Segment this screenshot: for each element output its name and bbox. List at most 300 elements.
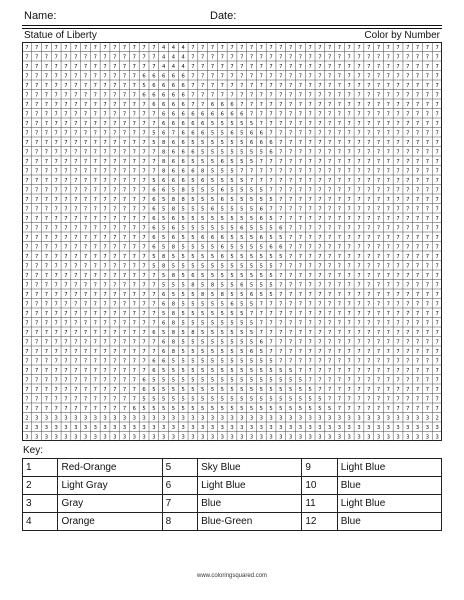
grid-cell-number: 7	[34, 367, 39, 374]
grid-cell-number: 5	[259, 263, 263, 270]
grid-cell-number: 7	[415, 82, 420, 89]
grid-cell-number: 5	[201, 310, 205, 317]
grid-cell-number: 5	[181, 272, 185, 279]
grid-cell-number: 5	[230, 187, 234, 194]
grid-cell-number: 7	[25, 168, 29, 175]
grid-cell-number: 7	[415, 139, 420, 146]
grid-cell-number: 7	[396, 263, 400, 270]
grid-cell-number: 7	[328, 63, 332, 70]
grid-cell-number: 7	[435, 358, 439, 365]
grid-cell-number: 7	[386, 405, 390, 412]
grid-cell-number: 7	[54, 92, 58, 99]
grid-cell-number: 7	[34, 358, 39, 365]
grid-cell-number: 5	[298, 405, 303, 412]
grid-cell-number: 5	[230, 405, 234, 412]
grid-cell-number: 7	[54, 82, 58, 89]
grid-cell-number: 7	[113, 158, 117, 165]
grid-cell-number: 5	[269, 225, 273, 232]
grid-cell-number: 6	[181, 120, 185, 127]
grid-cell-number: 7	[386, 196, 390, 203]
grid-cell-number: 3	[328, 424, 332, 431]
grid-cell-number: 7	[152, 310, 156, 317]
grid-cell-number: 7	[142, 158, 146, 165]
grid-cell-number: 3	[54, 434, 58, 441]
grid-cell-number: 7	[132, 168, 136, 175]
grid-cell-number: 5	[201, 272, 205, 279]
grid-cell-number: 8	[161, 158, 166, 165]
grid-cell-number: 7	[386, 158, 390, 165]
grid-cell-number: 7	[230, 54, 234, 61]
grid-cell-number: 7	[83, 348, 88, 355]
grid-cell-number: 7	[132, 320, 136, 327]
grid-cell-number: 7	[64, 234, 68, 241]
grid-cell-number: 7	[347, 405, 351, 412]
grid-cell-number: 7	[386, 234, 390, 241]
grid-cell-number: 7	[152, 54, 156, 61]
grid-cell-number: 7	[132, 73, 136, 80]
grid-cell-number: 7	[269, 320, 273, 327]
grid-cell-number: 7	[122, 310, 127, 317]
grid-cell-number: 7	[142, 44, 146, 51]
grid-cell-number: 7	[357, 253, 361, 260]
grid-cell-number: 7	[425, 291, 430, 298]
grid-cell-number: 5	[152, 263, 156, 270]
grid-cell-number: 7	[435, 149, 439, 156]
grid-cell-number: 7	[298, 196, 303, 203]
grid-cell-number: 7	[83, 215, 88, 222]
grid-cell-number: 7	[259, 54, 263, 61]
grid-cell-number: 7	[435, 168, 439, 175]
grid-cell-number: 7	[132, 348, 136, 355]
grid-cell-number: 5	[161, 244, 166, 251]
grid-cell-number: 7	[64, 101, 68, 108]
grid-cell-number: 7	[44, 263, 49, 270]
grid-cell-number: 7	[357, 149, 361, 156]
grid-cell-number: 7	[132, 263, 136, 270]
grid-cell-number: 5	[259, 187, 263, 194]
grid-cell-number: 7	[308, 168, 312, 175]
grid-cell-number: 7	[435, 54, 439, 61]
grid-cell-number: 7	[249, 44, 254, 51]
grid-cell-number: 7	[425, 253, 430, 260]
grid-cell-number: 7	[259, 301, 263, 308]
grid-cell-number: 7	[367, 206, 371, 213]
grid-cell-number: 7	[279, 120, 283, 127]
grid-cell-number: 8	[201, 291, 205, 298]
grid-cell-number: 5	[288, 396, 293, 403]
grid-cell-number: 5	[249, 225, 254, 232]
key-number: 6	[162, 477, 197, 495]
grid-cell-number: 7	[367, 244, 371, 251]
grid-cell-number: 7	[298, 320, 303, 327]
grid-cell-number: 7	[347, 149, 351, 156]
grid-cell-number: 7	[406, 263, 410, 270]
grid-cell-number: 7	[415, 196, 420, 203]
grid-cell-number: 7	[308, 149, 312, 156]
grid-cell-number: 7	[406, 291, 410, 298]
grid-cell-number: 5	[279, 253, 283, 260]
grid-cell-number: 7	[122, 282, 127, 289]
grid-cell-number: 7	[425, 377, 430, 384]
grid-cell-number: 7	[74, 253, 78, 260]
grid-cell-number: 7	[357, 339, 361, 346]
grid-cell-number: 7	[103, 215, 107, 222]
grid-cell-number: 7	[25, 92, 29, 99]
grid-cell-number: 7	[406, 139, 410, 146]
grid-cell-number: 7	[347, 272, 351, 279]
grid-cell-number: 7	[44, 272, 49, 279]
grid-cell-number: 7	[25, 253, 29, 260]
grid-cell-number: 6	[249, 291, 254, 298]
grid-cell-number: 7	[122, 111, 127, 118]
grid-cell-number: 7	[386, 329, 390, 336]
grid-cell-number: 7	[34, 225, 39, 232]
grid-cell-number: 7	[142, 225, 146, 232]
grid-cell-number: 7	[425, 130, 430, 137]
grid-cell-number: 5	[230, 396, 234, 403]
grid-cell-number: 7	[25, 101, 29, 108]
grid-cell-number: 7	[435, 339, 439, 346]
grid-cell-number: 7	[44, 101, 49, 108]
grid-cell-number: 7	[44, 149, 49, 156]
grid-cell-number: 5	[259, 282, 263, 289]
grid-cell-number: 7	[122, 386, 127, 393]
grid-cell-number: 7	[74, 73, 78, 80]
grid-cell-number: 7	[54, 63, 58, 70]
grid-cell-number: 7	[64, 130, 68, 137]
grid-cell-number: 7	[298, 339, 303, 346]
grid-cell-number: 7	[425, 44, 430, 51]
grid-cell-number: 7	[367, 120, 371, 127]
grid-cell-number: 7	[279, 177, 283, 184]
grid-cell-number: 7	[113, 301, 117, 308]
grid-cell-number: 5	[240, 149, 244, 156]
grid-cell-number: 7	[435, 244, 439, 251]
grid-cell-number: 7	[93, 339, 97, 346]
grid-cell-number: 7	[425, 139, 430, 146]
grid-cell-number: 7	[406, 177, 410, 184]
grid-cell-number: 3	[230, 424, 234, 431]
grid-cell-number: 5	[230, 358, 234, 365]
grid-cell-number: 7	[83, 272, 88, 279]
grid-cell-number: 7	[142, 101, 146, 108]
grid-cell-number: 7	[44, 111, 49, 118]
grid-cell-number: 7	[74, 339, 78, 346]
grid-cell-number: 7	[298, 92, 303, 99]
grid-cell-number: 6	[181, 149, 185, 156]
grid-cell-number: 6	[181, 139, 185, 146]
grid-cell-number: 7	[44, 396, 49, 403]
grid-cell-number: 5	[220, 396, 224, 403]
grid-cell-number: 7	[337, 282, 342, 289]
grid-cell-number: 6	[201, 111, 205, 118]
grid-cell-number: 5	[249, 187, 254, 194]
grid-cell-number: 7	[406, 396, 410, 403]
grid-cell-number: 7	[337, 225, 342, 232]
grid-cell-number: 7	[74, 348, 78, 355]
grid-cell-number: 7	[386, 244, 390, 251]
grid-cell-number: 7	[386, 358, 390, 365]
grid-cell-number: 5	[279, 405, 283, 412]
grid-cell-number: 7	[415, 386, 420, 393]
grid-cell-number: 7	[64, 367, 68, 374]
grid-cell-number: 5	[279, 377, 283, 384]
grid-cell-number: 7	[396, 54, 400, 61]
grid-cell-number: 7	[396, 253, 400, 260]
key-number: 2	[23, 477, 58, 495]
grid-cell-number: 5	[161, 310, 166, 317]
grid-cell-number: 7	[347, 301, 351, 308]
grid-cell-number: 7	[425, 187, 430, 194]
grid-cell-number: 7	[367, 282, 371, 289]
grid-cell-number: 7	[269, 301, 273, 308]
grid-cell-number: 7	[298, 111, 303, 118]
grid-cell-number: 7	[93, 82, 97, 89]
grid-cell-number: 5	[240, 291, 244, 298]
grid-cell-number: 3	[308, 415, 312, 422]
grid-cell-number: 7	[34, 215, 39, 222]
grid-cell-number: 7	[259, 310, 263, 317]
grid-cell-number: 7	[269, 206, 273, 213]
grid-cell-number: 7	[64, 149, 68, 156]
grid-cell-number: 7	[152, 320, 156, 327]
grid-cell-number: 7	[357, 73, 361, 80]
grid-cell-number: 7	[376, 320, 381, 327]
grid-cell-number: 7	[298, 282, 303, 289]
grid-cell-number: 7	[357, 301, 361, 308]
grid-cell-number: 7	[357, 396, 361, 403]
grid-cell-number: 5	[230, 348, 234, 355]
grid-cell-number: 7	[347, 320, 351, 327]
grid-cell-number: 7	[25, 196, 29, 203]
grid-cell-number: 5	[240, 234, 244, 241]
grid-cell-number: 7	[25, 244, 29, 251]
grid-cell-number: 7	[367, 310, 371, 317]
grid-cell-number: 5	[161, 206, 166, 213]
grid-cell-number: 5	[249, 253, 254, 260]
grid-cell-number: 7	[54, 168, 58, 175]
grid-cell-number: 7	[406, 111, 410, 118]
grid-cell-number: 7	[318, 339, 322, 346]
grid-cell-number: 7	[142, 358, 146, 365]
grid-cell-number: 7	[357, 310, 361, 317]
grid-cell-number: 5	[191, 206, 195, 213]
grid-cell-number: 7	[386, 339, 390, 346]
grid-cell-number: 7	[435, 215, 439, 222]
grid-cell-number: 7	[308, 358, 312, 365]
grid-cell-number: 3	[308, 424, 312, 431]
grid-cell-number: 7	[406, 244, 410, 251]
grid-cell-number: 7	[435, 225, 439, 232]
grid-cell-number: 7	[74, 291, 78, 298]
grid-cell-number: 7	[113, 367, 117, 374]
grid-cell-number: 7	[54, 196, 58, 203]
grid-cell-number: 7	[64, 244, 68, 251]
grid-cell-number: 7	[367, 82, 371, 89]
grid-cell-number: 7	[425, 310, 430, 317]
grid-cell-number: 5	[210, 367, 215, 374]
grid-cell-number: 5	[269, 367, 273, 374]
grid-cell-number: 7	[103, 263, 107, 270]
grid-cell-number: 6	[259, 130, 263, 137]
grid-cell-number: 7	[103, 377, 107, 384]
grid-cell-number: 7	[357, 263, 361, 270]
grid-cell-number: 7	[269, 329, 273, 336]
grid-cell-number: 7	[122, 253, 127, 260]
grid-cell-number: 7	[54, 120, 58, 127]
grid-cell-number: 7	[269, 120, 273, 127]
grid-cell-number: 7	[122, 358, 127, 365]
grid-cell-number: 6	[161, 120, 166, 127]
grid-cell-number: 7	[376, 358, 381, 365]
grid-cell-number: 7	[318, 196, 322, 203]
grid-cell-number: 6	[259, 234, 263, 241]
grid-cell-number: 5	[210, 272, 215, 279]
grid-cell-number: 7	[386, 44, 390, 51]
grid-cell-number: 7	[337, 348, 342, 355]
grid-cell-number: 5	[269, 405, 273, 412]
grid-cell-number: 7	[122, 329, 127, 336]
grid-cell-number: 3	[318, 424, 322, 431]
grid-cell-number: 5	[171, 367, 176, 374]
grid-cell-number: 7	[83, 253, 88, 260]
grid-cell-number: 5	[230, 272, 234, 279]
grid-cell-number: 7	[230, 63, 234, 70]
grid-cell-number: 5	[230, 168, 234, 175]
grid-cell-number: 5	[201, 367, 205, 374]
grid-cell-number: 7	[279, 149, 283, 156]
grid-cell-number: 3	[142, 434, 146, 441]
grid-cell-number: 3	[249, 424, 254, 431]
grid-cell-number: 7	[83, 168, 88, 175]
grid-cell-number: 5	[181, 405, 185, 412]
grid-cell-number: 7	[83, 111, 88, 118]
grid-cell-number: 7	[74, 310, 78, 317]
grid-cell-number: 7	[357, 291, 361, 298]
grid-cell-number: 7	[337, 82, 342, 89]
grid-cell-number: 7	[318, 234, 322, 241]
grid-cell-number: 7	[191, 101, 195, 108]
grid-cell-number: 7	[367, 291, 371, 298]
grid-cell-number: 7	[44, 234, 49, 241]
grid-cell-number: 7	[83, 187, 88, 194]
grid-cell-number: 7	[25, 329, 29, 336]
grid-cell-number: 6	[132, 405, 136, 412]
grid-cell-number: 7	[201, 101, 205, 108]
grid-cell-number: 5	[249, 339, 254, 346]
grid-cell-number: 6	[171, 73, 176, 80]
grid-cell-number: 3	[201, 415, 205, 422]
grid-cell-number: 7	[152, 168, 156, 175]
grid-cell-number: 7	[308, 253, 312, 260]
grid-cell-number: 7	[25, 396, 29, 403]
grid-cell-number: 7	[122, 301, 127, 308]
grid-cell-number: 7	[240, 54, 244, 61]
grid-cell-number: 7	[415, 329, 420, 336]
grid-cell-number: 7	[74, 377, 78, 384]
grid-cell-number: 7	[83, 234, 88, 241]
grid-cell-number: 7	[191, 44, 195, 51]
grid-cell-number: 6	[171, 82, 176, 89]
grid-cell-number: 7	[386, 291, 390, 298]
grid-cell-number: 5	[142, 82, 146, 89]
grid-cell-number: 7	[308, 82, 312, 89]
grid-cell-number: 5	[171, 358, 176, 365]
grid-cell-number: 5	[201, 329, 205, 336]
grid-cell-number: 7	[54, 149, 58, 156]
grid-cell-number: 5	[181, 234, 185, 241]
grid-cell-number: 7	[318, 263, 322, 270]
grid-cell-number: 7	[337, 168, 342, 175]
grid-cell-number: 7	[54, 234, 58, 241]
grid-cell-number: 5	[240, 177, 244, 184]
grid-cell-number: 7	[64, 272, 68, 279]
grid-cell-number: 7	[279, 158, 283, 165]
grid-cell-number: 7	[425, 168, 430, 175]
grid-cell-number: 7	[201, 82, 205, 89]
grid-cell-number: 7	[259, 158, 263, 165]
grid-cell-number: 7	[328, 139, 332, 146]
grid-cell-number: 7	[396, 139, 400, 146]
grid-cell-number: 5	[249, 358, 254, 365]
grid-cell-number: 6	[161, 130, 166, 137]
grid-cell-number: 7	[74, 263, 78, 270]
grid-cell-number: 7	[54, 367, 58, 374]
grid-cell-number: 7	[288, 329, 293, 336]
grid-cell-number: 7	[386, 120, 390, 127]
grid-cell-number: 7	[279, 73, 283, 80]
grid-cell-number: 3	[337, 424, 342, 431]
grid-cell-number: 7	[308, 54, 312, 61]
grid-cell-number: 7	[298, 63, 303, 70]
grid-cell-number: 7	[240, 168, 244, 175]
key-row	[23, 477, 442, 495]
grid-cell-number: 5	[288, 405, 293, 412]
grid-cell-number: 5	[210, 225, 215, 232]
grid-cell-number: 7	[367, 187, 371, 194]
grid-cell-number: 7	[132, 367, 136, 374]
grid-cell-number: 7	[54, 358, 58, 365]
grid-cell-number: 8	[171, 196, 176, 203]
grid-cell-number: 7	[210, 82, 215, 89]
grid-cell-number: 7	[132, 358, 136, 365]
grid-cell-number: 6	[171, 168, 176, 175]
grid-cell-number: 7	[435, 301, 439, 308]
grid-cell-number: 7	[54, 272, 58, 279]
grid-cell-number: 7	[357, 101, 361, 108]
grid-cell-number: 7	[93, 130, 97, 137]
grid-cell-number: 7	[376, 225, 381, 232]
grid-cell-number: 7	[64, 177, 68, 184]
grid-cell-number: 7	[113, 377, 117, 384]
grid-cell-number: 7	[406, 339, 410, 346]
grid-cell-number: 7	[406, 348, 410, 355]
grid-cell-number: 7	[337, 101, 342, 108]
grid-cell-number: 7	[64, 329, 68, 336]
grid-cell-number: 7	[308, 111, 312, 118]
grid-cell-number: 5	[220, 358, 224, 365]
grid-cell-number: 5	[308, 396, 312, 403]
grid-cell-number: 7	[25, 215, 29, 222]
grid-cell-number: 3	[142, 424, 146, 431]
grid-cell-number: 7	[259, 92, 263, 99]
color-key-table	[22, 458, 442, 531]
grid-cell-number: 7	[74, 282, 78, 289]
grid-cell-number: 7	[347, 215, 351, 222]
grid-cell-number: 7	[64, 282, 68, 289]
grid-cell-number: 7	[347, 158, 351, 165]
grid-cell-number: 7	[44, 282, 49, 289]
